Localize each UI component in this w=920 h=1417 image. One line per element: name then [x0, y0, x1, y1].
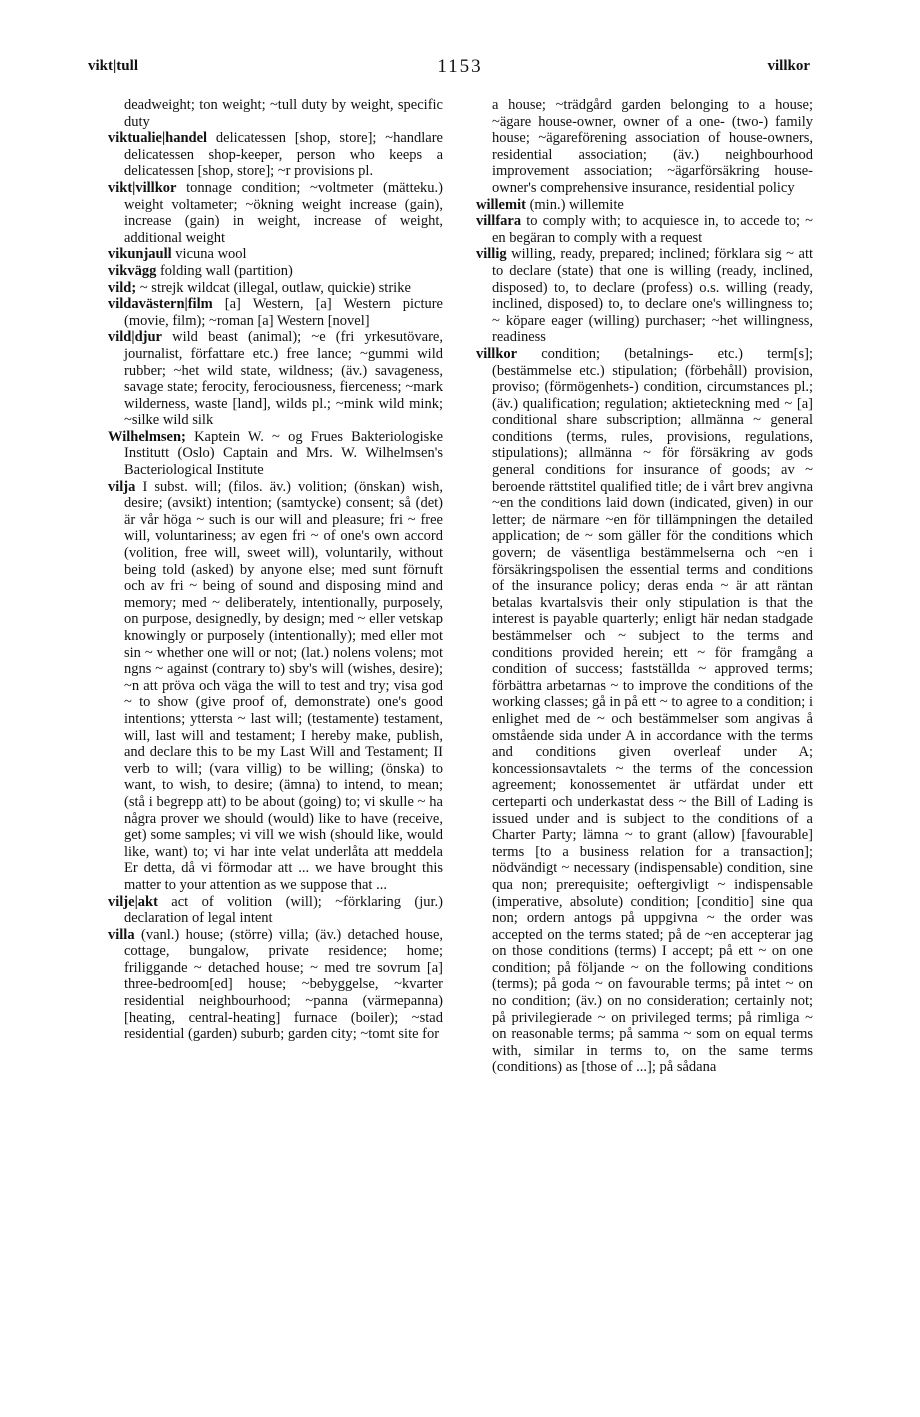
entry-villa: villa (vanl.) house; (större) villa; (äv.) detached house, cottage, bungalow, private residence; home; friliggande ~ detached house; ~ med tre sovrum [a] three-bedroom[ed] house; ~bebyggelse, ~kvarter residential neighbourhood; ~panna (värmepanna) [heating, central-heating] furnace (boiler); ~stad residential (garden) suburb; garden city; ~tomt site for — [108, 926, 443, 1043]
entry-vild: vild; ~ strejk wildcat (illegal, outlaw, quickie) strike — [108, 279, 411, 296]
header-right-guideword: villkor — [767, 58, 810, 74]
entry-continuation: a house; ~trädgård garden belonging to a house; ~ägare house-owner, owner of a one- (two-) family house; ~ägareförening association of house-owners, residential association; (äv.) neighbourhood improvement association; ~ägarförsäkring house-owner's comprehensive insurance, residential policy — [492, 97, 813, 196]
page-number: 1153 — [437, 56, 483, 77]
entry-viktualiehandel: viktualie|handel delicatessen [shop, store]; ~handlare delicatessen shop-keeper, person who keeps a delicatessen [shop, store]; ~r provisions pl. — [108, 130, 443, 180]
entry-villig: villig willing, ready, prepared; inclined; förklara sig ~ att to declare (state) that one is willing (ready, inclined, disposed) to, to declare (profess) o.s. willing (ready, inclined, disposed) to, to declare one's willingness to; ~ köpare eager (willing) purchaser; ~het willingness, readiness — [476, 246, 813, 346]
entry-villkor: villkor condition; (betalnings- etc.) term[s]; (bestämmelse etc.) stipulation; (förbehåll) provision, proviso; (förmögenhets-) condition, circumstances pl.; (äv.) qualification; regulation; aktieteckning med ~ [a] conditional share subscription; allmänna ~ general conditions (terms, rules, provisions, regulations, stipulations); allmänna ~ för försäkring av gods general conditions for insurance of goods; av ~ beroende rättstitel qualified title; de i vårt brev angivna ~en the conditions laid down (indicated, given) in our letter; de närmare ~en för tillämpningen the detailed application; de ~ som gäller för the conditions which govern; de väsentliga bestämmelserna och ~en i försäkringspolisen the essential terms and conditions of the insurance policy; deras enda ~ är att räntan betalas kvartalsvis their only stipulation is that the interest is payable quarterly; enligt här nedan stadgade bestämmelser och ~ subject to the terms and conditions provided herein; ett ~ för framgång a condition of success; fastställda ~ approved terms; förbättra arbetarnas ~ to improve the conditions of the working classes; gå in på ett ~ to agree to a condition; i enlighet med de ~ och bestämmelser som angivas å omstående sida under A in accordance with the terms and conditions given overleaf under A; koncessionsavtalets ~ the terms of the concession agreement; konossementet är utfärdat under ett certeparti och underkastat dess ~ the Bill of Lading is issued under and is subject to the conditions of a Charter Party; lämna ~ to grant (allow) [favourable] terms [to a business relation for a transaction]; nödvändigt ~ necessary (indispensable) condition, sine qua non; prerequisite; oeftergivligt ~ indispensable (imperative, absolute) condition; [conditio] sine qua non; ordern antogs på uppgivna ~ the order was accepted on the terms stated; på de ~en accepterar jag on those conditions (terms) I accept; på ett ~ on one condition; på följande ~ on the following conditions (terms); på goda ~ on favourable terms; på intet ~ on no condition; (äv.) on no consideration; certainly not; på privilegierade ~ on privileged terms; på rimliga ~ on reasonable terms; på samma ~ som on equal terms with, similar in terms to, on the same terms (conditions) as [those of ...]; på sådana — [476, 345, 813, 1076]
entry-villfara: villfara to comply with; to acquiesce in, to accede to; ~ en begäran to comply with a request — [476, 213, 813, 246]
entry-wilhelmsen: Wilhelmsen; Kaptein W. ~ og Frues Bakteriologiske Institutt (Oslo) Captain and Mrs. W. Wilhelmsen's Bacteriological Institute — [108, 428, 443, 479]
entry-continuation: deadweight; ton weight; ~tull duty by weight, specific duty — [124, 97, 443, 130]
page-header — [0, 58, 920, 82]
left-column — [108, 97, 443, 1043]
entry-vikvagg: vikvägg folding wall (partition) — [108, 262, 293, 279]
entry-vilddjur: vild|djur wild beast (animal); ~e (fri yrkesutövare, journalist, författare etc.) free lance; ~gummi wild rubber; ~het wild state, wildness; (äv.) savageness, savage state; ferocity, ferociousness, fierceness; ~mark wilderness, waste [land], wilds pl.; ~mink wild mink; ~silke wild silk — [108, 329, 443, 429]
entry-vikunjaull: vikunjaull vicuna wool — [108, 246, 247, 263]
entry-viljeakt: vilje|akt act of volition (will); ~förklaring (jur.) declaration of legal intent — [108, 893, 443, 927]
right-column — [476, 97, 813, 1076]
entry-viktvillkor: vikt|villkor tonnage condition; ~voltmeter (mätteku.) weight voltameter; ~ökning weight increase (gain), increase (gain) in weight, increase of weight, additional weight — [108, 179, 443, 246]
entry-vildavasternfilm: vildavästern|film [a] Western, [a] Western picture (movie, film); ~roman [a] Western [novel] — [108, 296, 443, 329]
entry-willemit: willemit (min.) willemite — [476, 196, 624, 213]
header-left-guideword: vikt|tull — [88, 58, 138, 74]
entry-vilja: vilja I subst. will; (filos. äv.) volition; (önskan) wish, desire; (avsikt) intention; (samtycke) consent; så (det) är vår höga ~ such is our will and pleasure; fri ~ free will, voluntariness; av egen fri ~ of one's own accord (volition, free will, sweet will), voluntarily, without being told (asked) by anyone else; med sunt förnuft och av fri ~ being of sound and disposing mind and memory; med ~ deliberately, intentionally, purposely, on purpose, designedly, by design; med ~ eller vetskap knowingly or purposely (intentionally); med eller mot sin ~ whether one will or not; (lat.) nolens volens; mot ngns ~ against (contrary to) sby's will (wishes, desire); ~n att pröva och väga the will to test and try; visa god ~ to show (give proof of, demonstrate) one's good intentions; yttersta ~ last will; (testamente) testament, will, last will and testament; I hereby make, publish, and declare this to be my Last Will and Testament; II verb to will; (vara villig) to be willing; (önska) to want, to wish, to desire; (ämna) to intend, to mean; (stå i begrepp att) to be about (going) to; vi skulle ~ ha några prover we should (would) like to have (receive, get) some samples; vi vill we wish (should like, would like, want) to; vi har inte velat underlåta att meddela Er detta, då vi förmodar att ... we have brought this matter to your attention as we suppose that ... — [108, 478, 443, 893]
